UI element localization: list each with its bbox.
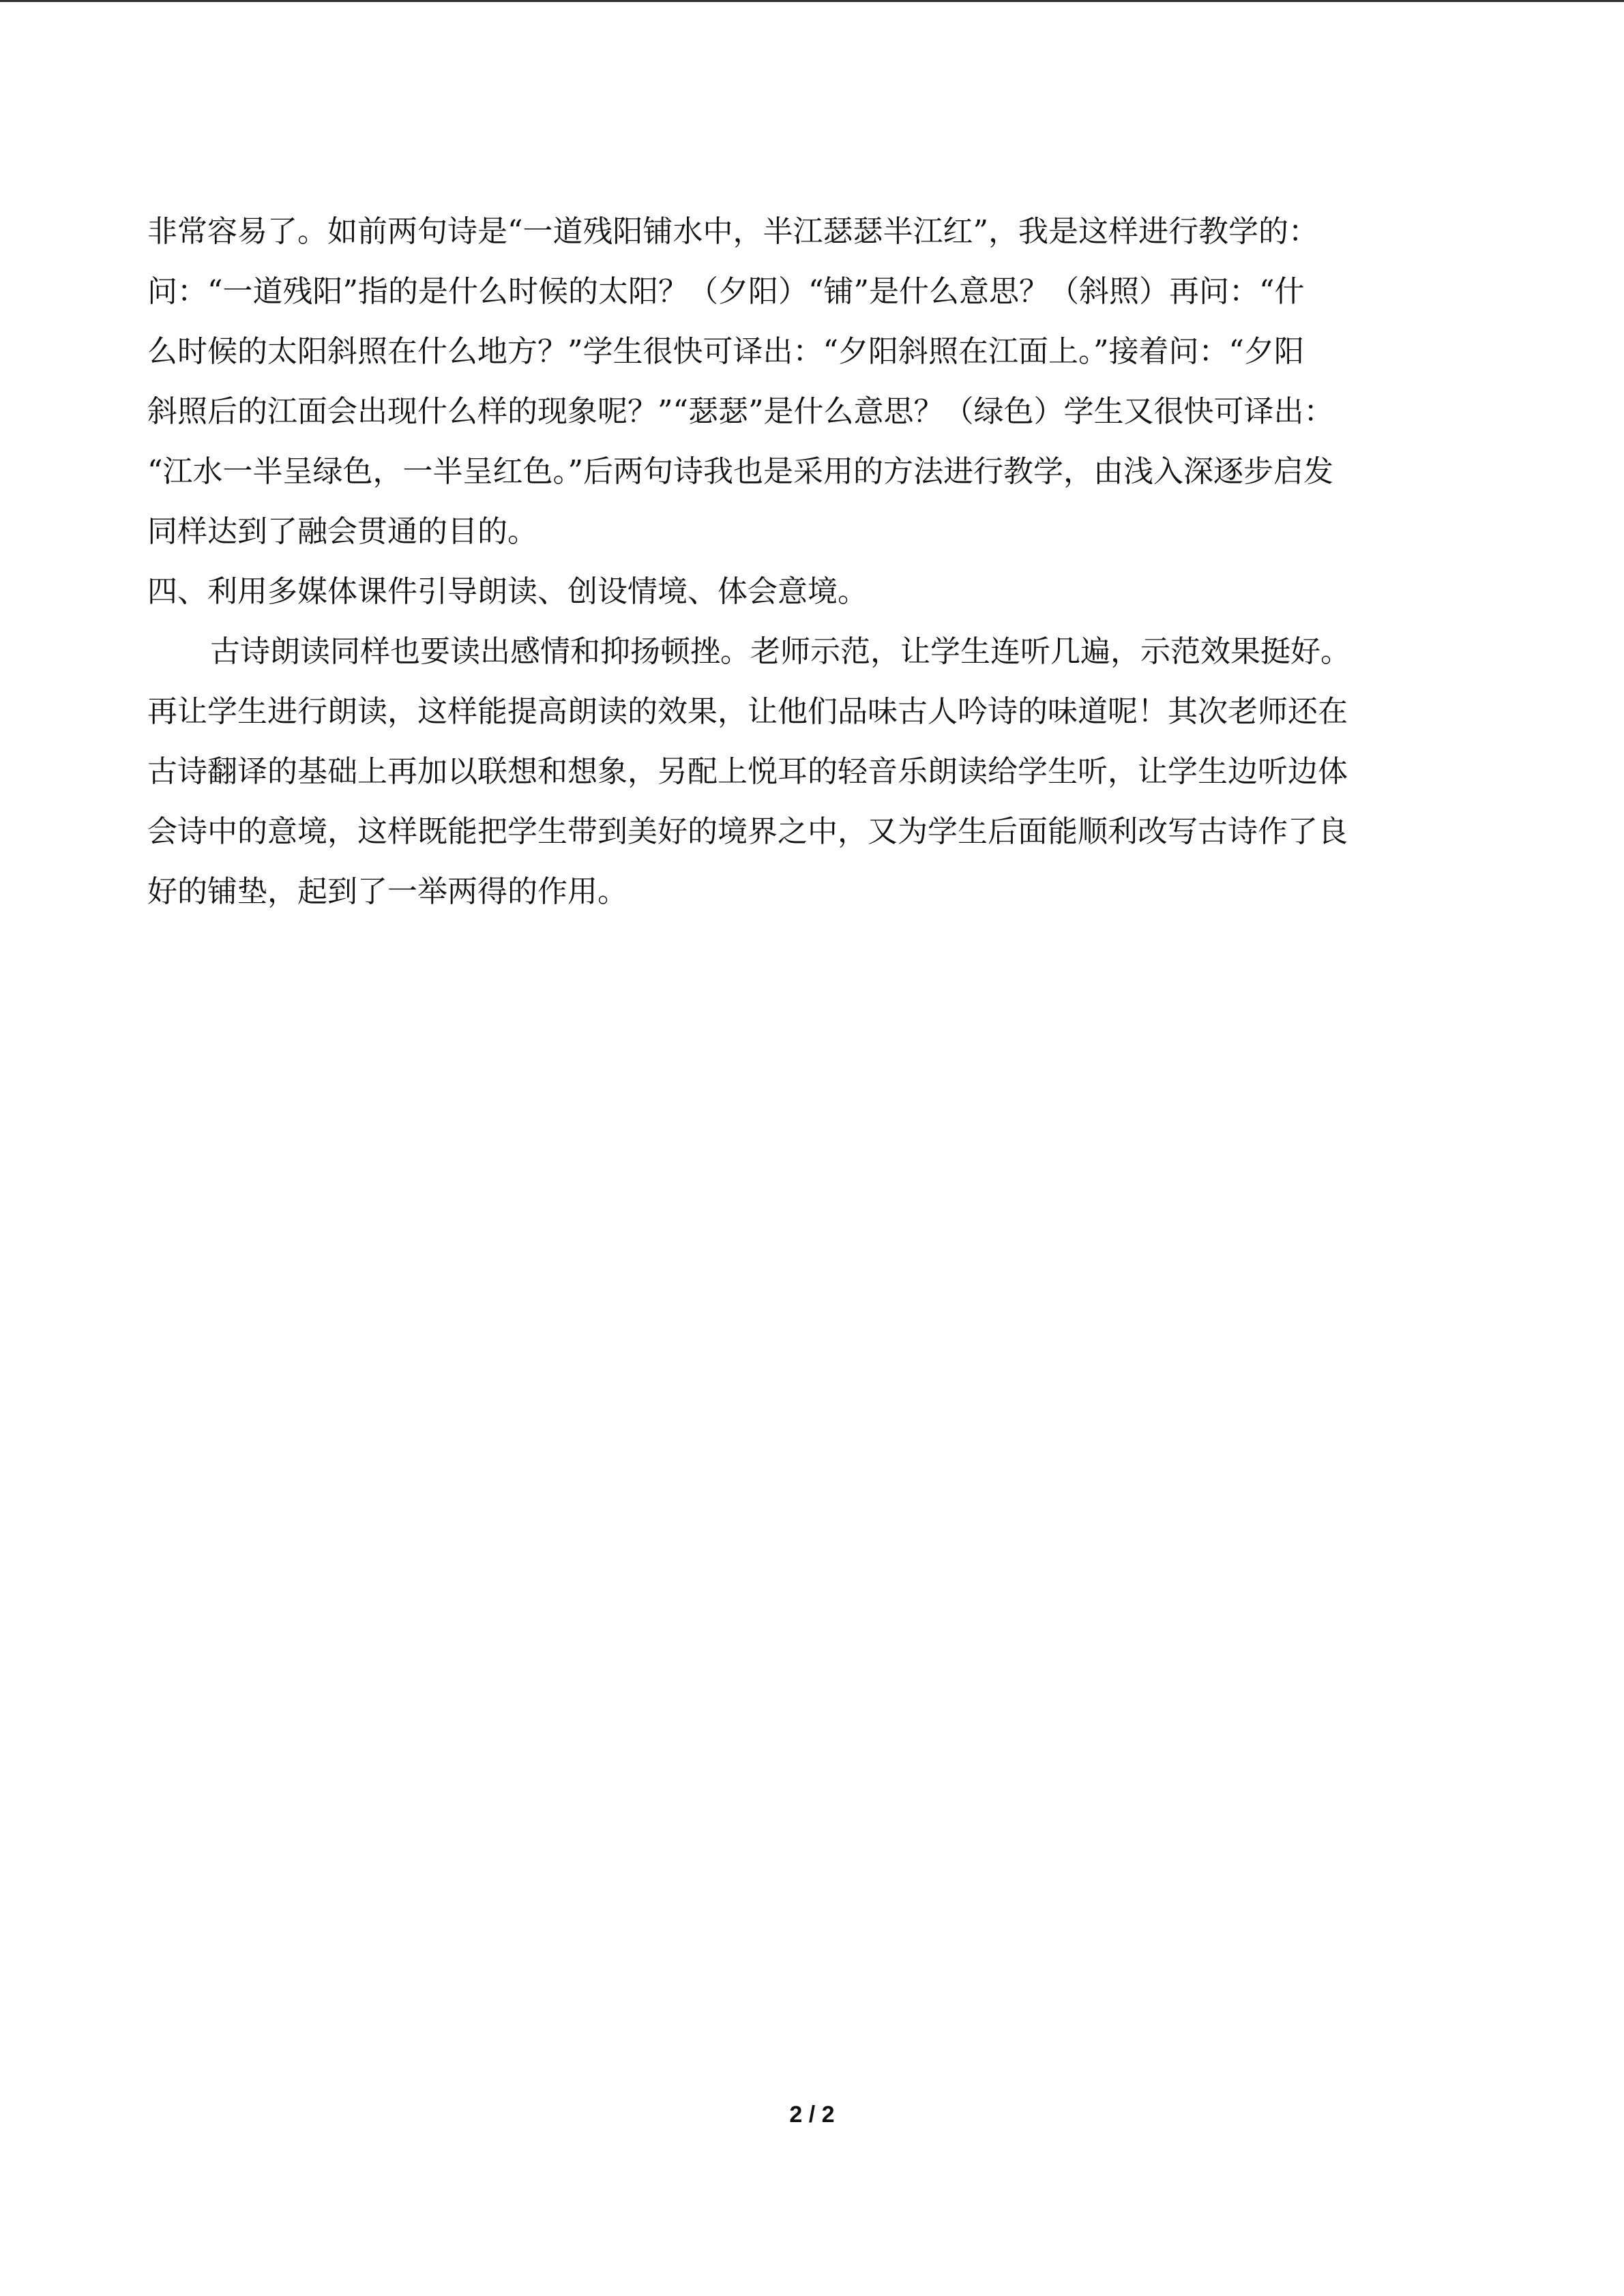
text-line: 会诗中的意境，这样既能把学生带到美好的境界之中，又为学生后面能顺利改写古诗作了良	[147, 814, 1348, 849]
text-line: 好的铺垫，起到了一举两得的作用。	[147, 874, 628, 909]
paragraph-first-line: 古诗朗读同样也要读出感情和抑扬顿挫。老师示范，让学生连听几遍，示范效果挺好。	[210, 634, 1350, 669]
text-line: 问：“一道残阳”指的是什么时候的太阳？（夕阳）“铺”是什么意思？（斜照）再问：“什	[147, 274, 1305, 309]
text-line: 么时候的太阳斜照在什么地方？”学生很快可译出：“夕阳斜照在江面上。”接着问：“夕阳	[147, 334, 1304, 369]
text-line: 斜照后的江面会出现什么样的现象呢？”“瑟瑟”是什么意思？（绿色）学生又很快可译出：	[147, 394, 1334, 429]
section-heading: 四、利用多媒体课件引导朗读、创设情境、体会意境。	[147, 574, 868, 609]
text-line: 古诗翻译的基础上再加以联想和想象，另配上悦耳的轻音乐朗读给学生听，让学生边听边体	[147, 754, 1348, 789]
document-body	[147, 202, 1477, 922]
text-line: 再让学生进行朗读，这样能提高朗读的效果，让他们品味古人吟诗的味道呢！其次老师还在	[147, 694, 1348, 729]
page-number: 2 / 2	[789, 2102, 835, 2128]
text-line: 同样达到了融会贯通的目的。	[147, 514, 537, 549]
text-line: “江水一半呈绿色，一半呈红色。”后两句诗我也是采用的方法进行教学，由浅入深逐步启发	[147, 454, 1333, 489]
page-top-border	[0, 0, 1624, 2]
text-line: 非常容易了。如前两句诗是“一道残阳铺水中，半江瑟瑟半江红”，我是这样进行教学的：	[147, 214, 1318, 249]
